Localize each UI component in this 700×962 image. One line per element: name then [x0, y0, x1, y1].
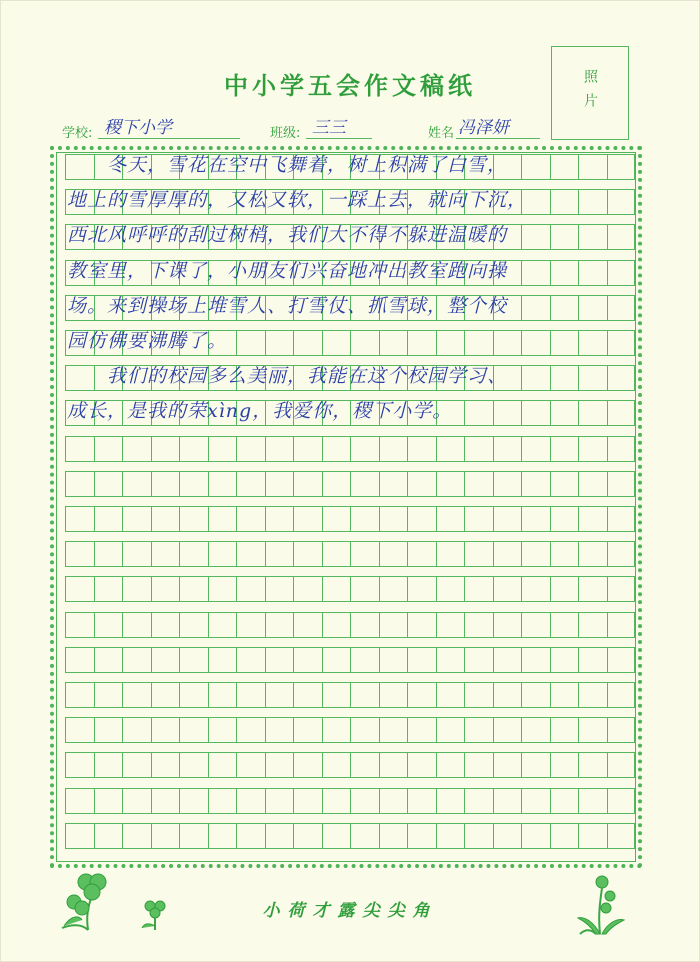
grid-cell [550, 788, 579, 814]
grid-cell [607, 788, 636, 814]
grid-cell [436, 717, 465, 743]
grid-cell [350, 788, 379, 814]
grid-cell [236, 541, 265, 567]
grid-cell [350, 576, 379, 602]
grid-cell [493, 506, 522, 532]
grid-cell [493, 823, 522, 849]
grid-cell [578, 752, 607, 778]
grid-cell [122, 436, 151, 462]
grid-cell [350, 752, 379, 778]
grid-cell [407, 471, 436, 497]
grid-cell [550, 506, 579, 532]
grid-cell [94, 612, 123, 638]
grid-cell [94, 788, 123, 814]
grid-cell [151, 717, 180, 743]
grid-cell [379, 752, 408, 778]
grid-cell [293, 471, 322, 497]
grid-cell [464, 717, 493, 743]
grid-cell [350, 471, 379, 497]
grid-cell [350, 682, 379, 708]
grid-cell [122, 471, 151, 497]
grid-cell [293, 788, 322, 814]
grid-cell [607, 682, 636, 708]
grid-cell [436, 823, 465, 849]
grid-cell [464, 612, 493, 638]
grid-cell [293, 436, 322, 462]
photo-label: 照片 [582, 69, 598, 117]
grid-cell [407, 647, 436, 673]
grid-cell [151, 612, 180, 638]
essay-line: 地上的雪厚厚的，又松又软，一踩上去，就向下沉， [67, 189, 528, 212]
grid-row [65, 823, 635, 849]
name-label: 姓名 [428, 126, 455, 141]
grid-cell [379, 436, 408, 462]
grid-cell [550, 647, 579, 673]
grid-cell [322, 647, 351, 673]
grid-cell [407, 717, 436, 743]
grid-cell [293, 647, 322, 673]
grid-cell [265, 752, 294, 778]
grid-cell [521, 506, 550, 532]
grid-cell [179, 752, 208, 778]
tulip-flower-icon [572, 872, 630, 936]
grid-cell [493, 717, 522, 743]
grid-cell [350, 717, 379, 743]
grid-cell [578, 506, 607, 532]
grid-cell [350, 823, 379, 849]
grid-cell [550, 752, 579, 778]
grid-cell [179, 541, 208, 567]
grid-cell [407, 541, 436, 567]
grid-cell [179, 717, 208, 743]
grid-cell [578, 823, 607, 849]
grid-cell [265, 823, 294, 849]
grid-cell [379, 506, 408, 532]
grid-cell [578, 682, 607, 708]
grid-cell [122, 823, 151, 849]
grid-cell [578, 717, 607, 743]
grid-cell [521, 717, 550, 743]
grid-cell [407, 576, 436, 602]
grid-cell [550, 612, 579, 638]
grid-cell [521, 682, 550, 708]
grid-row [65, 647, 635, 673]
grid-cell [379, 541, 408, 567]
grid-cell [65, 471, 94, 497]
grid-cell [265, 788, 294, 814]
grid-cell [94, 717, 123, 743]
grid-cell [407, 506, 436, 532]
grid-cell [578, 612, 607, 638]
school-line [98, 138, 240, 139]
grid-cell [607, 436, 636, 462]
grid-cell [265, 541, 294, 567]
grid-cell [65, 612, 94, 638]
grid-cell [407, 752, 436, 778]
grid-cell [236, 436, 265, 462]
grid-cell [151, 823, 180, 849]
grid-cell [94, 576, 123, 602]
grid-cell [350, 436, 379, 462]
grid-cell [550, 541, 579, 567]
grid-cell [265, 436, 294, 462]
grid-cell [179, 788, 208, 814]
grid-cell [407, 682, 436, 708]
grid-cell [236, 471, 265, 497]
grid-cell [550, 682, 579, 708]
grid-cell [65, 717, 94, 743]
grid-cell [607, 823, 636, 849]
grid-cell [265, 471, 294, 497]
grid-cell [607, 717, 636, 743]
grid-cell [122, 682, 151, 708]
grid-cell [208, 436, 237, 462]
clover-flower-icon [52, 868, 122, 932]
grid-cell [464, 788, 493, 814]
grid-cell [208, 471, 237, 497]
grid-cell [122, 541, 151, 567]
grid-cell [94, 823, 123, 849]
grid-cell [265, 682, 294, 708]
grid-cell [607, 752, 636, 778]
grid-cell [407, 612, 436, 638]
grid-cell [493, 682, 522, 708]
grid-row [65, 506, 635, 532]
grid-cell [208, 541, 237, 567]
grid-cell [521, 612, 550, 638]
grid-cell [379, 576, 408, 602]
grid-cell [607, 541, 636, 567]
grid-cell [151, 506, 180, 532]
grid-cell [407, 436, 436, 462]
grid-cell [322, 612, 351, 638]
grid-cell [493, 752, 522, 778]
grid-cell [94, 541, 123, 567]
grid-cell [550, 436, 579, 462]
grid-cell [350, 506, 379, 532]
grid-cell [521, 471, 550, 497]
grid-cell [550, 471, 579, 497]
grid-cell [179, 471, 208, 497]
grid-cell [293, 717, 322, 743]
grid-cell [578, 576, 607, 602]
grid-cell [94, 752, 123, 778]
grid-cell [578, 436, 607, 462]
grid-cell [179, 647, 208, 673]
grid-cell [578, 541, 607, 567]
name-value: 冯泽妍 [458, 118, 509, 138]
grid-cell [293, 823, 322, 849]
small-flower-icon [138, 896, 172, 932]
grid-cell [436, 471, 465, 497]
grid-cell [94, 436, 123, 462]
grid-cell [151, 541, 180, 567]
grid-cell [379, 823, 408, 849]
grid-cell [350, 612, 379, 638]
grid-cell [236, 788, 265, 814]
grid-cell [208, 788, 237, 814]
grid-row [65, 788, 635, 814]
grid-cell [293, 612, 322, 638]
grid-cell [179, 823, 208, 849]
grid-cell [436, 576, 465, 602]
grid-cell [436, 541, 465, 567]
grid-cell [578, 471, 607, 497]
grid-cell [208, 823, 237, 849]
grid-cell [236, 823, 265, 849]
grid-cell [208, 647, 237, 673]
grid-row [65, 612, 635, 638]
grid-cell [151, 576, 180, 602]
grid-cell [265, 717, 294, 743]
grid-cell [179, 576, 208, 602]
grid-row [65, 471, 635, 497]
grid-cell [578, 647, 607, 673]
grid-cell [322, 752, 351, 778]
page-title: 中小学五会作文稿纸 [224, 71, 476, 100]
grid-cell [464, 541, 493, 567]
grid-cell [322, 506, 351, 532]
essay-line: 园仿佛要沸腾了。 [67, 330, 228, 352]
grid-cell [265, 576, 294, 602]
grid-cell [122, 506, 151, 532]
essay-line: 西北风呼呼的刮过树梢，我们大不得不躲进温暖的 [67, 224, 508, 247]
grid-cell [607, 506, 636, 532]
grid-cell [322, 788, 351, 814]
grid-cell [521, 541, 550, 567]
grid-cell [350, 647, 379, 673]
grid-cell [578, 788, 607, 814]
grid-cell [208, 717, 237, 743]
grid-cell [407, 823, 436, 849]
grid-cell [379, 612, 408, 638]
grid-cell [493, 471, 522, 497]
grid-cell [464, 436, 493, 462]
grid-cell [322, 682, 351, 708]
grid-cell [322, 471, 351, 497]
grid-cell [236, 612, 265, 638]
essay-line: 冬天，雪花在空中飞舞着，树上积满了白雪， [67, 154, 508, 176]
name-line [456, 138, 540, 139]
grid-cell [436, 647, 465, 673]
grid-cell [379, 717, 408, 743]
grid-cell [65, 752, 94, 778]
grid-cell [322, 823, 351, 849]
grid-cell [493, 541, 522, 567]
grid-cell [293, 506, 322, 532]
grid-row [65, 752, 635, 778]
grid-cell [65, 647, 94, 673]
grid-cell [122, 752, 151, 778]
grid-cell [94, 506, 123, 532]
info-row [0, 119, 700, 145]
grid-cell [493, 612, 522, 638]
grid-cell [521, 576, 550, 602]
class-value: 三三 [312, 118, 346, 138]
grid-cell [293, 682, 322, 708]
grid-cell [436, 788, 465, 814]
grid-cell [607, 471, 636, 497]
grid-cell [65, 682, 94, 708]
footer-slogan: 小荷才露尖尖角 [262, 901, 438, 921]
grid-cell [436, 506, 465, 532]
grid-cell [65, 541, 94, 567]
grid-cell [322, 436, 351, 462]
grid-cell [179, 436, 208, 462]
grid-cell [122, 612, 151, 638]
grid-cell [322, 576, 351, 602]
grid-cell [122, 647, 151, 673]
grid-cell [208, 506, 237, 532]
grid-cell [151, 788, 180, 814]
grid-cell [236, 752, 265, 778]
grid-cell [464, 647, 493, 673]
grid-cell [436, 682, 465, 708]
grid-cell [493, 647, 522, 673]
grid-cell [265, 647, 294, 673]
grid-cell [293, 541, 322, 567]
grid-cell [493, 436, 522, 462]
grid-cell [464, 506, 493, 532]
essay-line: 教室里，下课了，小朋友们兴奋地冲出教室跑向操 [67, 259, 508, 282]
grid-row [65, 717, 635, 743]
grid-cell [521, 752, 550, 778]
grid-cell [436, 612, 465, 638]
class-line [306, 138, 372, 139]
grid-cell [65, 823, 94, 849]
grid-cell [550, 823, 579, 849]
grid-cell [179, 612, 208, 638]
grid-cell [607, 612, 636, 638]
grid-cell [122, 788, 151, 814]
class-label: 班级: [270, 126, 301, 141]
grid-cell [208, 682, 237, 708]
grid-cell [208, 576, 237, 602]
grid-cell [607, 647, 636, 673]
grid-cell [464, 752, 493, 778]
grid-cell [94, 682, 123, 708]
grid-cell [379, 647, 408, 673]
grid-cell [550, 576, 579, 602]
grid-cell [65, 788, 94, 814]
grid-cell [493, 788, 522, 814]
school-value: 稷下小学 [104, 118, 172, 138]
grid-cell [208, 752, 237, 778]
grid-cell [122, 717, 151, 743]
grid-cell [379, 471, 408, 497]
grid-cell [151, 647, 180, 673]
grid-cell [379, 788, 408, 814]
grid-cell [65, 576, 94, 602]
grid-cell [493, 576, 522, 602]
grid-cell [236, 717, 265, 743]
grid-cell [151, 471, 180, 497]
grid-cell [407, 788, 436, 814]
grid-cell [265, 612, 294, 638]
grid-cell [322, 717, 351, 743]
grid-cell [607, 576, 636, 602]
grid-row [65, 541, 635, 567]
school-label: 学校: [62, 126, 93, 141]
grid-cell [350, 541, 379, 567]
essay-line: 我们的校园多么美丽，我能在这个校园学习、 [67, 365, 508, 388]
grid-cell [436, 752, 465, 778]
grid-cell [521, 788, 550, 814]
grid-cell [521, 436, 550, 462]
grid-cell [464, 471, 493, 497]
grid-cell [94, 471, 123, 497]
grid-cell [151, 436, 180, 462]
grid-cell [521, 647, 550, 673]
grid-row [65, 682, 635, 708]
essay-line: 场。来到操场上堆雪人、打雪仗、抓雪球，整个校 [67, 294, 508, 317]
grid-cell [293, 752, 322, 778]
grid-cell [464, 823, 493, 849]
essay-line: 成长，是我的荣xìng，我爱你，稷下小学。 [67, 400, 453, 423]
grid-cell [236, 576, 265, 602]
grid-cell [94, 647, 123, 673]
grid-cell [521, 823, 550, 849]
grid-cell [550, 717, 579, 743]
grid-cell [236, 682, 265, 708]
grid-cell [293, 576, 322, 602]
grid-cell [65, 506, 94, 532]
grid-cell [122, 576, 151, 602]
grid-cell [464, 576, 493, 602]
grid-cell [436, 436, 465, 462]
grid-row [65, 436, 635, 462]
grid-cell [464, 682, 493, 708]
grid-cell [322, 541, 351, 567]
grid-cell [179, 506, 208, 532]
grid-cell [151, 682, 180, 708]
grid-cell [65, 436, 94, 462]
grid-row [65, 576, 635, 602]
grid-cell [236, 506, 265, 532]
grid-cell [265, 506, 294, 532]
grid-cell [179, 682, 208, 708]
grid-cell [208, 612, 237, 638]
grid-cell [379, 682, 408, 708]
grid-cell [236, 647, 265, 673]
grid-cell [151, 752, 180, 778]
